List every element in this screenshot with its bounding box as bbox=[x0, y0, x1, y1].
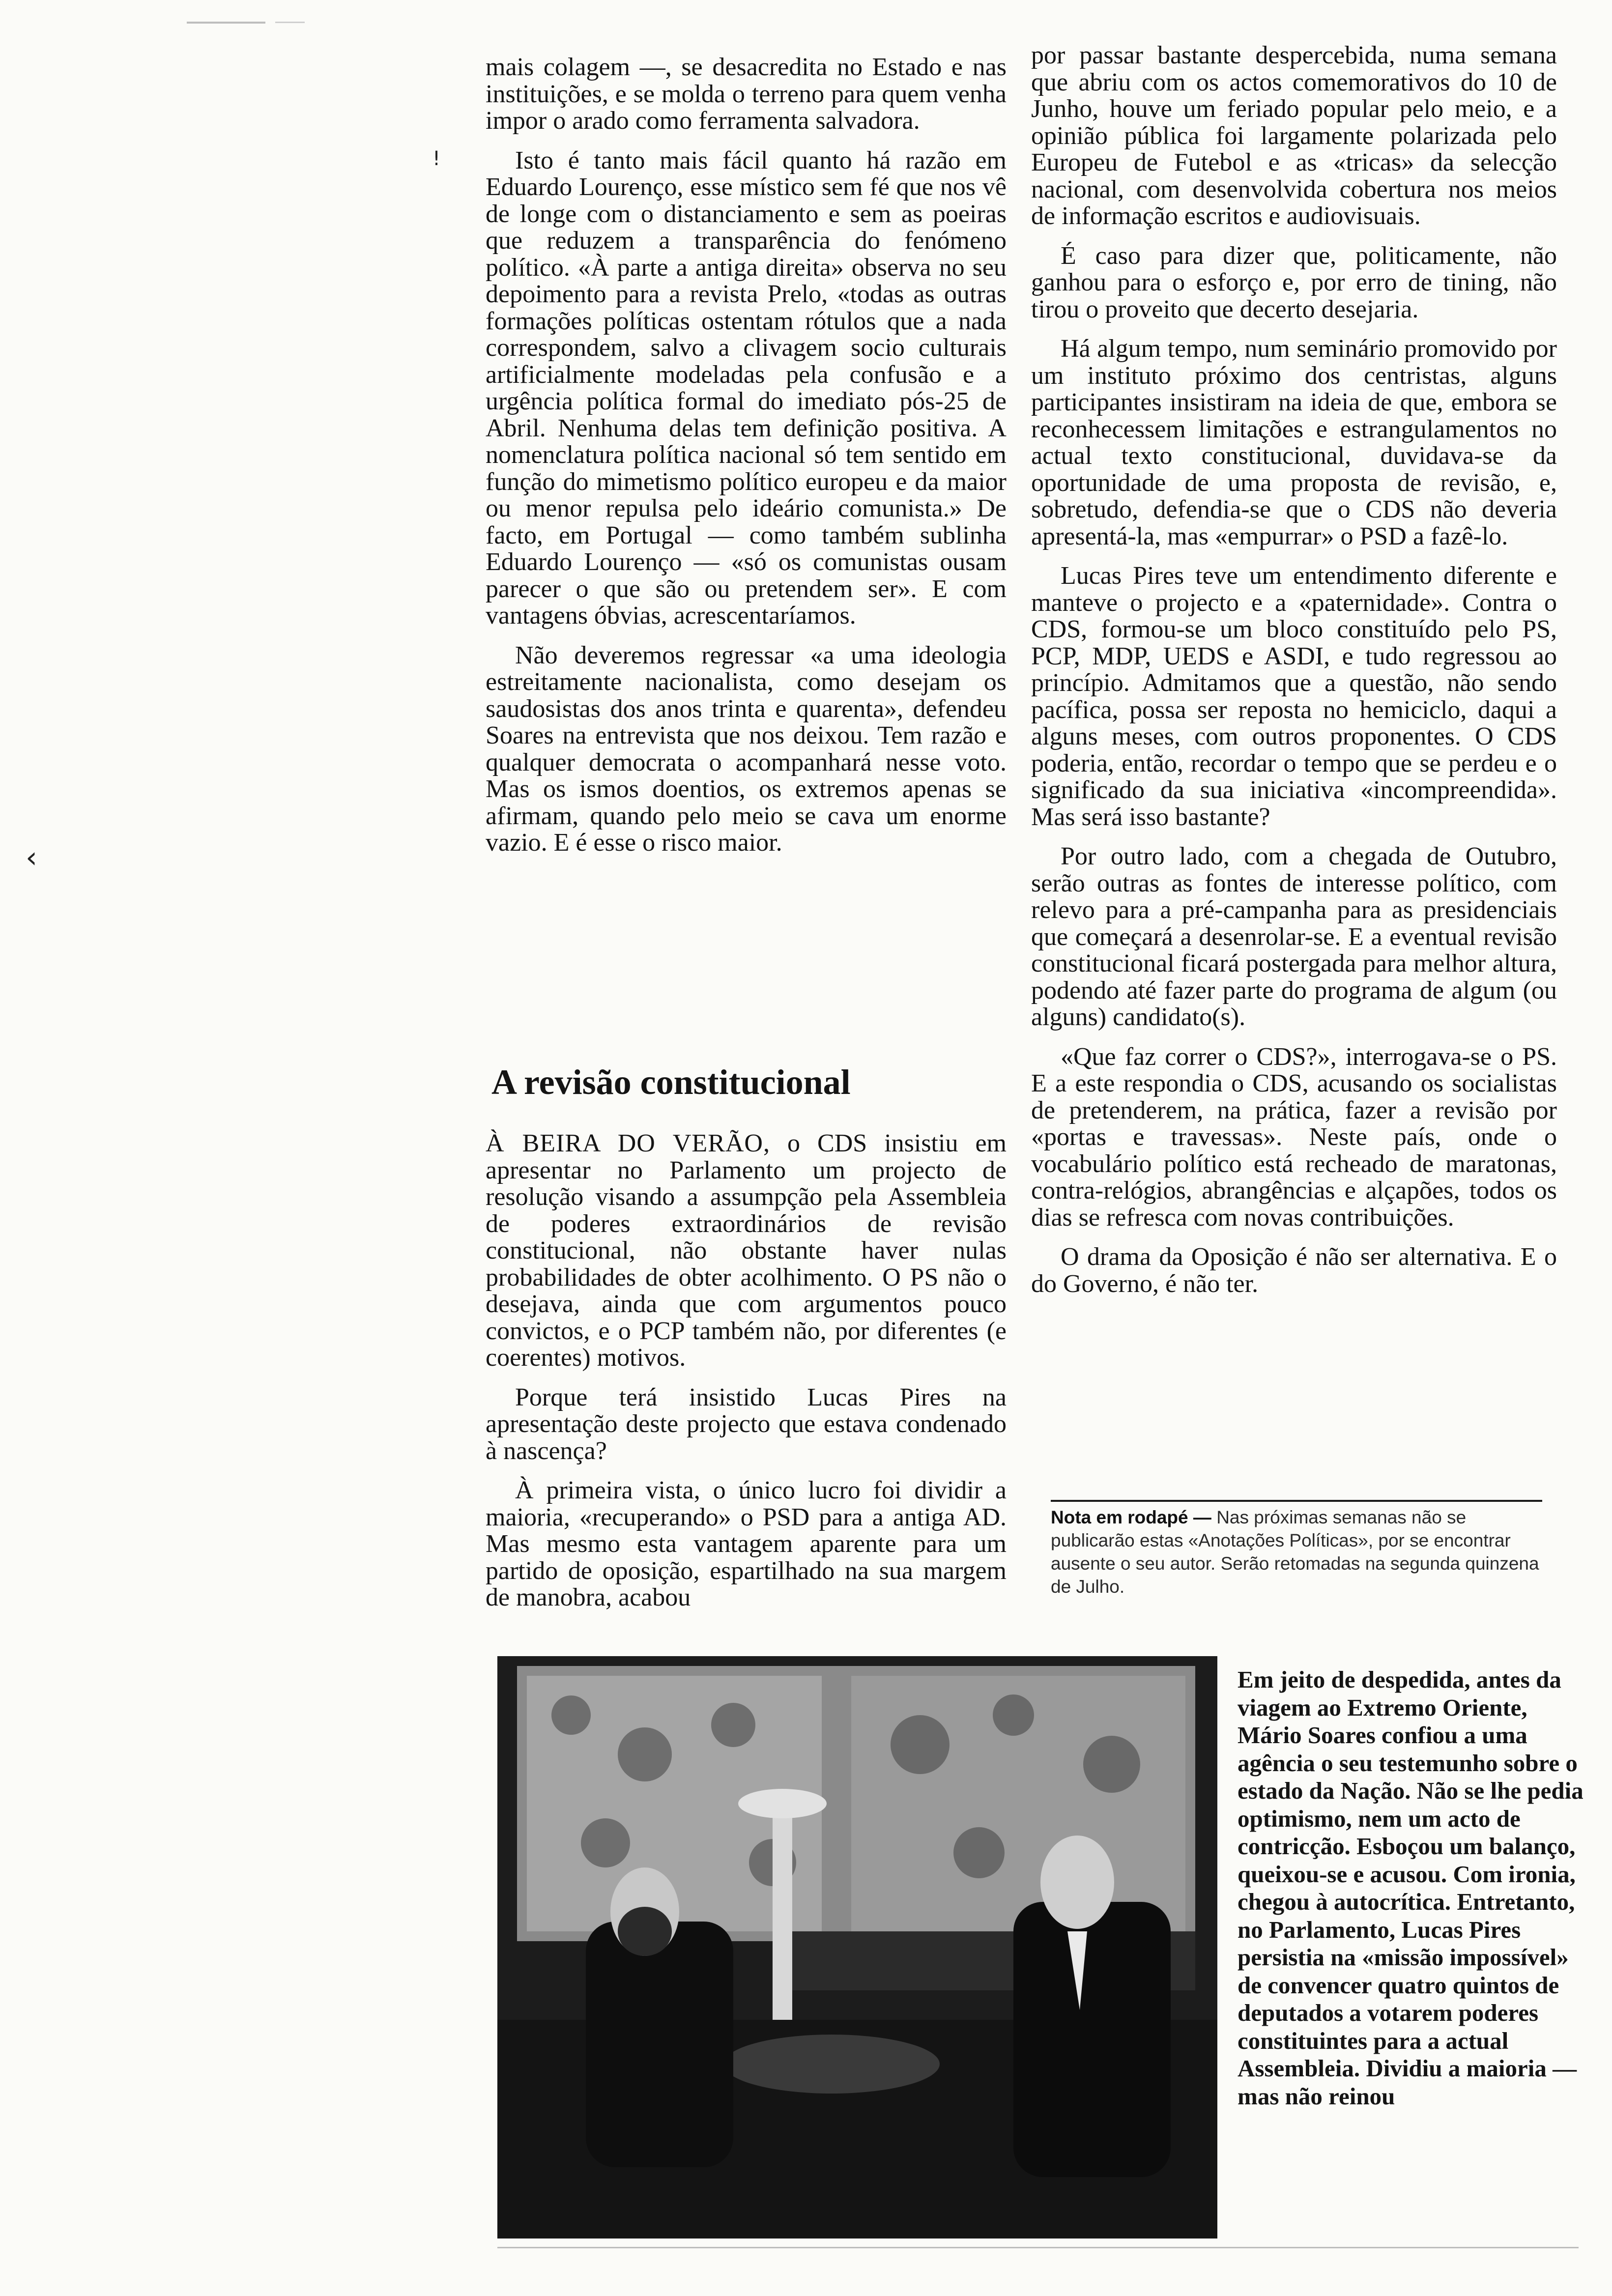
paragraph: Há algum tempo, num seminário promovido por um instituto próximo dos centristas, alguns participantes insistiram na ideia de que, embora se reconhecessem limitações e estrangulamentos no actual texto constitucional, duvidava-se da oportunidade de uma proposta de revisão, e, sobretudo, defendia-se que o CDS não deveria apresentá-la, mas «empurrar» o PSD a fazê-lo. bbox=[1031, 335, 1557, 550]
paragraph: Por outro lado, com a chegada de Outubro, serão outras as fontes de interesse político, com relevo para a pré-campanha para as presidenciais que começará a desenrolar-se. E a eventual revisão constitucional ficará postergada para melhor altura, podendo até fazer parte do programa de algum (ou alguns) candidato(s). bbox=[1031, 842, 1557, 1031]
margin-mark: ‹ bbox=[26, 840, 37, 875]
paragraph: Isto é tanto mais fácil quanto há razão em Eduardo Lourenço, esse místico sem fé que nos vê de longe com o distanciamento e sem as poeiras que reduzem a transparência do fenómeno político. «À parte a antiga direita» observa no seu depoimento para a revista Prelo, «todas as outras formações políticas ostentam rótulos que a nada correspondem, salvo a clivagem socio culturais artificialmente modeladas pela confusão e a urgência política formal do imediato pós-25 de Abril. Nenhuma delas tem definição positiva. A nomenclatura política nacional só tem sentido em função do mimetismo político europeu e da maior ou menor repulsa pelo ideário comunista.» De facto, em Portugal — como também sublinha Eduardo Lourenço — «só os comunistas ousam parecer o que são ou pretendem ser». E com vantagens óbvias, acrescentaríamos. bbox=[486, 146, 1007, 630]
top-rule-fragment bbox=[275, 22, 305, 23]
paragraph: Porque terá insistido Lucas Pires na apresentação deste projecto que estava condenado à nascença? bbox=[486, 1383, 1007, 1465]
paragraph: O drama da Oposição é não ser alternativa. E o do Governo, é não ter. bbox=[1031, 1243, 1557, 1298]
photo-caption: Em jeito de despedida, antes da viagem ao Extremo Oriente, Mário Soares confiou a uma agência o seu testemunho sobre o estado da Nação. Não se lhe pedia optimismo, nem um acto de contricção. Esboçou um balanço, queixou-se e acusou. Com ironia, chegou à autocrítica. Entretanto, no Parlamento, Lucas Pires persistia na «missão impossível» de convencer quatro quintos de deputados a votarem poderes constituintes para a actual Assembleia. Dividiu a maioria — mas não reinou bbox=[1238, 1666, 1583, 2110]
article-column-right bbox=[1031, 42, 1557, 1297]
lead-in: À BEIRA DO VERÃO, bbox=[486, 1129, 770, 1157]
article-column-left-continued bbox=[486, 1130, 1007, 1611]
paragraph: À primeira vista, o único lucro foi dividir a maioria, «recuperando» o PSD para a antiga AD. Mas mesmo esta vantagem aparente para um partido de oposição, espartilhado na sua margem de manobra, acabou bbox=[486, 1476, 1007, 1611]
paragraph: É caso para dizer que, politicamente, não ganhou para o esforço e, por erro de tining, não tirou o proveito que decerto desejaria. bbox=[1031, 241, 1557, 323]
paragraph-text: o CDS insistiu em apresentar no Parlamento um projecto de resolução visando a assumpção pela Assembleia de poderes extraordinários de revisão constitucional, não obstante haver nulas probabilidades de obter acolhimento. O PS não o desejava, ainda que com argumentos pouco convictos, e o PCP também não, por diferentes (e coerentes) motivos. bbox=[486, 1129, 1007, 1372]
photo-illustration bbox=[497, 1656, 1217, 2239]
footnote-label: Nota em rodapé — bbox=[1051, 1507, 1211, 1527]
paragraph: Lucas Pires teve um entendimento diferente e manteve o projecto e a «paternidade». Contra o CDS, formou-se um bloco constituído pelo PS, PCP, MDP, UEDS e ASDI, e tudo regressou ao princípio. Admitamos que a questão, não sendo pacífica, possa ser reposta no hemiciclo, daqui a alguns meses, com outros proponentes. O CDS poderia, então, recordar o tempo que se perdeu e o significado da sua iniciativa «incompreendida». Mas será isso bastante? bbox=[1031, 562, 1557, 831]
bottom-rule bbox=[497, 2247, 1579, 2248]
paragraph: mais colagem —, se desacredita no Estado e nas instituições, e se molda o terreno para quem venha impor o arado como ferramenta salvadora. bbox=[486, 53, 1007, 135]
article-column-left bbox=[486, 54, 1007, 857]
paragraph: Não deveremos regressar «a uma ideologia estreitamente nacionalista, como desejam os saudosistas dos anos trinta e quarenta», defendeu Soares na entrevista que nos deixou. Tem razão e qualquer democrata o acompanhará nesse voto. Mas os ismos doentios, os extremos apenas se afirmam, quando pelo meio se cava um enorme vazio. E é esse o risco maior. bbox=[486, 641, 1007, 857]
paragraph: por passar bastante despercebida, numa semana que abriu com os actos comemorativos do 10 de Junho, houve um feriado popular pelo meio, e a opinião pública foi largamente polarizada pelo Europeu de Futebol e as «tricas» da selecção nacional, com desenvolvida cobertura nos meios de informação escritos e audiovisuais. bbox=[1031, 41, 1557, 230]
footnote bbox=[1051, 1506, 1547, 1598]
section-subheading: A revisão constitucional bbox=[491, 1062, 851, 1102]
margin-mark: ! bbox=[432, 147, 441, 170]
top-rule bbox=[187, 22, 265, 24]
paragraph bbox=[486, 1130, 1007, 1372]
news-photo bbox=[497, 1656, 1217, 2239]
footnote-text: Nas próximas semanas não se publicarão estas «Anotações Políticas», por se encontrar ausente o seu autor. Serão retomadas na segunda quinzena de Julho. bbox=[1051, 1507, 1539, 1597]
paragraph: «Que faz correr o CDS?», interrogava-se o PS. E a este respondia o CDS, acusando os socialistas de pretenderem, na prática, fazer a revisão por «portas e travessas». Neste país, onde o vocabulário político está recheado de maratonas, contra-relógios, abrangências e alçapões, todos os dias se refresca com novas contribuições. bbox=[1031, 1042, 1557, 1232]
footnote-divider bbox=[1051, 1500, 1542, 1502]
